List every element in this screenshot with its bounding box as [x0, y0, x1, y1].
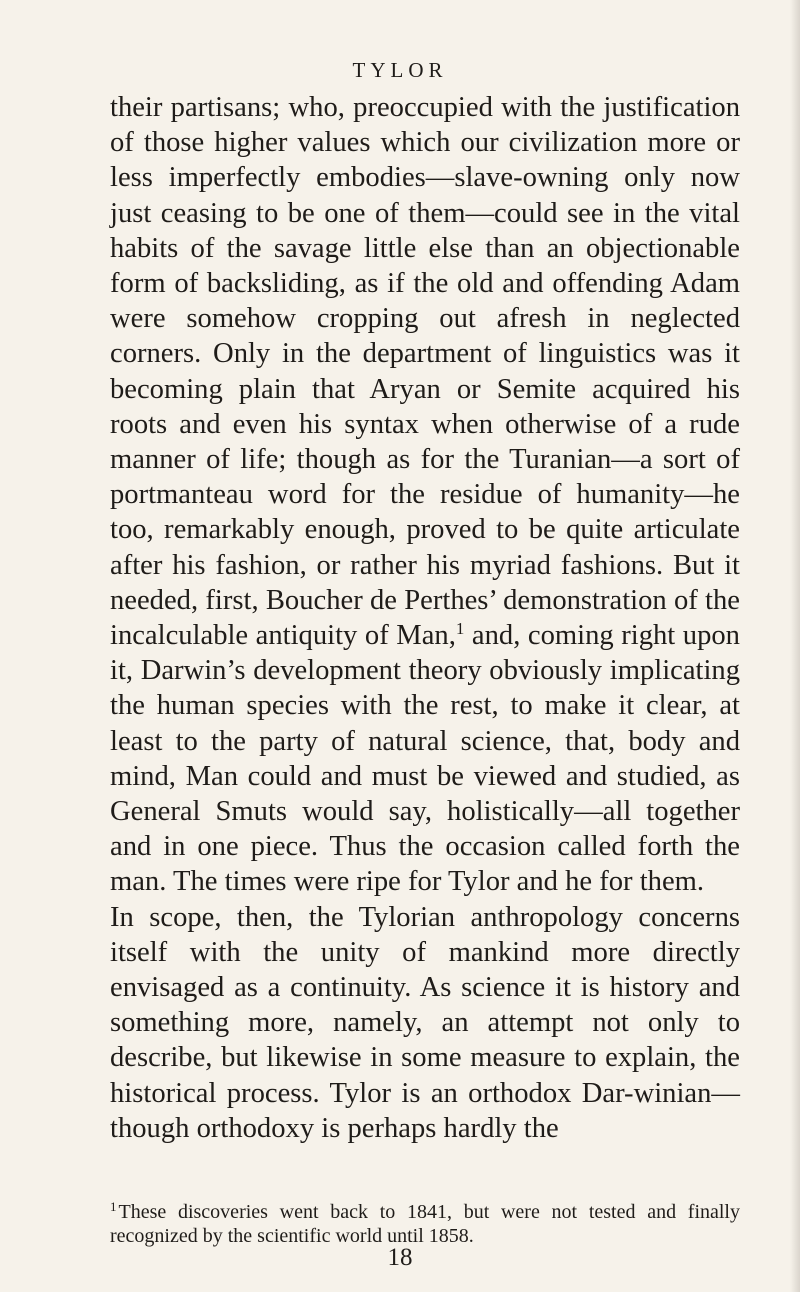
footnote: [110, 1200, 740, 1248]
body-text: [110, 90, 740, 1146]
paragraph-1: [110, 90, 740, 900]
footnote-mark: 1: [110, 1198, 117, 1214]
footnote-text: These discoveries went back to 1841, but were not tested and finally recognized by the scientific world until 1858.: [110, 1201, 740, 1247]
page-number: 18: [387, 1244, 413, 1271]
page-edge-shadow: [790, 0, 800, 1292]
running-head: TYLOR: [352, 58, 448, 82]
paragraph-1-continuation: and, coming right upon it, Darwin’s development theory obviously implicating the human species with the rest, to make it clear, at least to the party of natural science, that, body and mind, Man could and must be viewed and studied, as General Smuts would say, holistically—all together and in one piece. Thus the occasion called forth the man. The times were ripe for Tylor and he for them.: [110, 620, 740, 898]
footnote-reference[interactable]: 1: [455, 618, 465, 638]
paragraph-1-text: their partisans; who, preoccupied with the justification of those higher values which our civilization more or less imperfectly embodies—slave-owning only now just ceasing to be one of them—could see in the vital habits of the savage little else than an objectionable form of backsliding, as if the old and offending Adam were somehow cropping out afresh in neglected corners. Only in the department of linguistics was it becoming plain that Aryan or Semite acquired his roots and even his syntax when otherwise of a rude manner of life; though as for the Turanian—a sort of portmanteau word for the residue of humanity—he too, remarkably enough, proved to be quite articulate after his fashion, or rather his myriad fashions. But it needed, first, Boucher de Perthes’ demonstration of the incalculable antiquity of Man,: [110, 92, 740, 652]
paragraph-2: In scope, then, the Tylorian anthropology concerns itself with the unity of mankind more directly envisaged as a continuity. As science it is history and something more, namely, an attempt not only to describe, but likewise in some measure to explain, the historical process. Tylor is an orthodox Dar-winian—though orthodoxy is perhaps hardly the: [110, 901, 740, 1144]
